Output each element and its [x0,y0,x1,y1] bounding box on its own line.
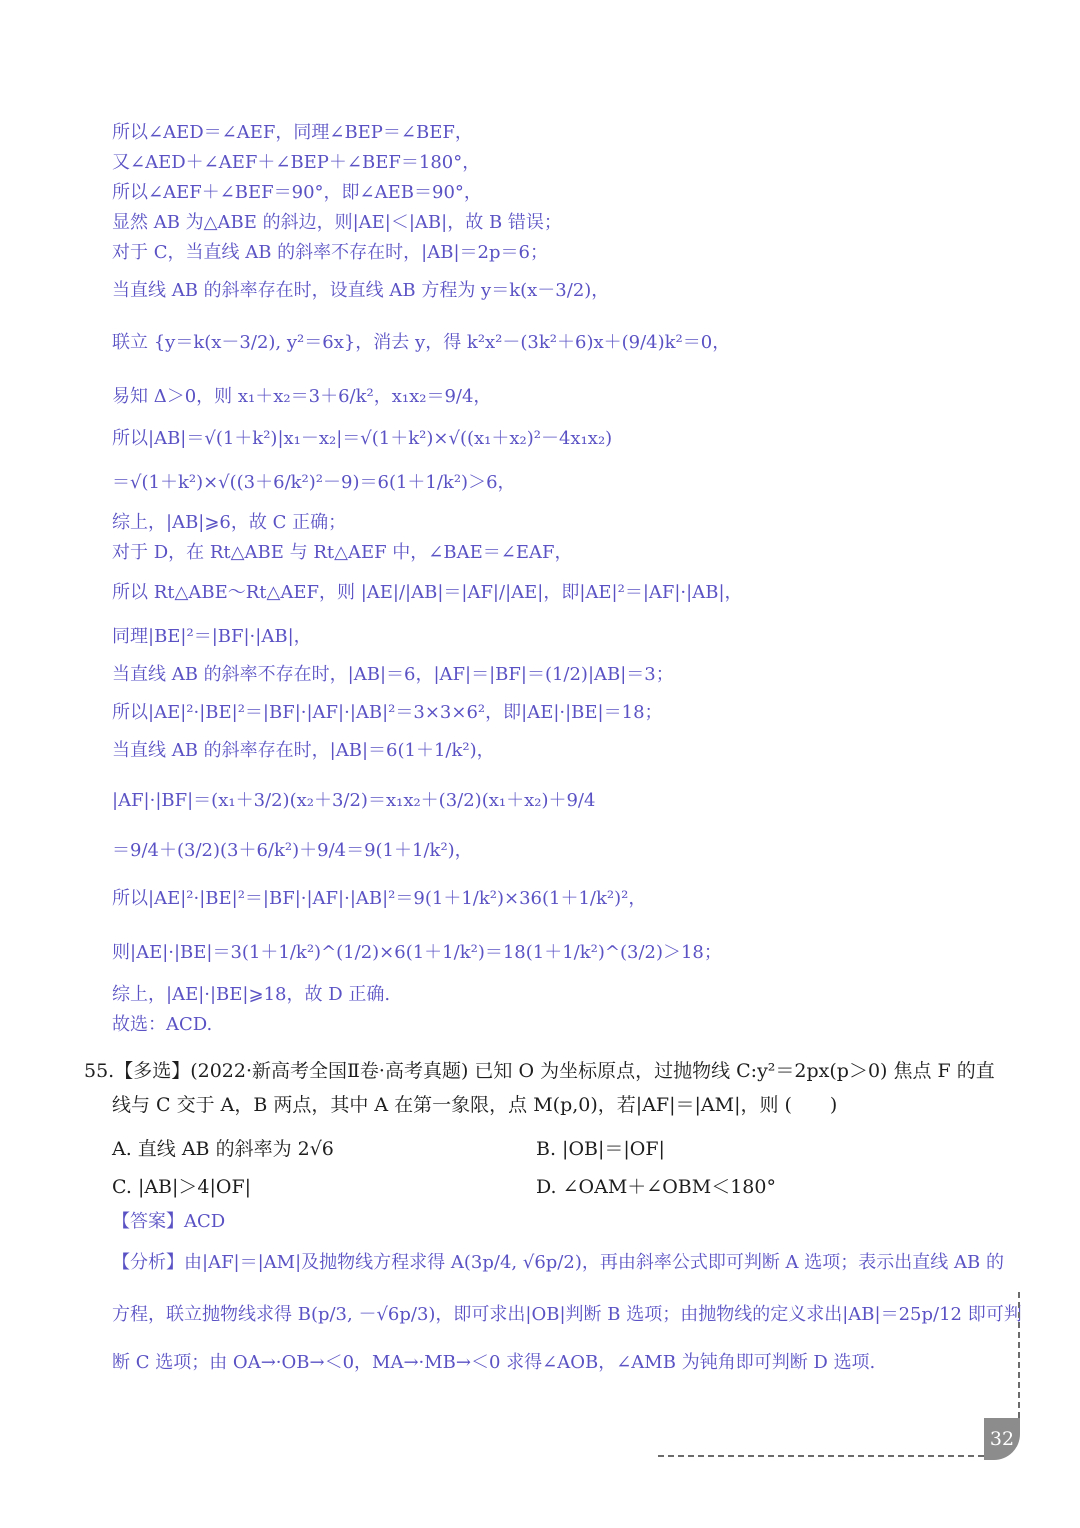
solution-line: 故选：ACD. [112,1014,213,1035]
solution-line: ＝9/4＋(3/2)(3＋6/k²)＋9/4＝9(1＋1/k²)， [112,840,473,861]
solution-line: |AF|·|BF|＝(x₁＋3/2)(x₂＋3/2)＝x₁x₂＋(3/2)(x₁＋x₂)＋9/4 [112,790,596,811]
solution-line: ＝√(1＋k²)×√((3＋6/k²)²－9)＝6(1＋1/k²)＞6， [112,472,516,493]
analysis-line: 断 C 选项；由 OA→·OB→＜0，MA→·MB→＜0 求得∠AOB，∠AMB 为钝角即可判断 D 选项. [112,1352,876,1373]
question-stem-line: 55.【多选】(2022·新高考全国Ⅱ卷·高考真题) 已知 O 为坐标原点，过抛物线 C:y²＝2px(p＞0) 焦点 F 的直 [84,1060,995,1082]
analysis-line: 【分析】由|AF|＝|AM|及抛物线方程求得 A(3p/4, √6p/2)，再由斜率公式即可判断 A 选项；表示出直线 AB 的 [112,1252,1004,1273]
solution-line: 所以|AE|²·|BE|²＝|BF|·|AF|·|AB|²＝3×3×6²，即|AE|·|BE|＝18； [112,702,663,723]
answer-analysis-block [112,1208,1022,1386]
question-stem-line: 线与 C 交于 A，B 两点，其中 A 在第一象限，点 M(p,0)，若|AF|＝|AM|，则 ( ) [112,1094,838,1116]
solution-line: 联立 {y＝k(x－3/2), y²＝6x}，消去 y，得 k²x²－(3k²＋6)x＋(9/4)k²＝0， [112,332,731,353]
solution-line: 当直线 AB 的斜率存在时，|AB|＝6(1＋1/k²)， [112,740,495,761]
answer-label: 【答案】ACD [112,1211,226,1232]
option-b: B. |OB|＝|OF| [536,1138,665,1160]
answer-options [112,1130,992,1206]
solution-line: 所以∠AEF＋∠BEF＝90°，即∠AEB＝90°， [112,182,482,203]
solution-line: 所以 Rt△ABE～Rt△AEF，则 |AE|/|AB|＝|AF|/|AE|，即|AE|²＝|AF|·|AB|， [112,582,743,603]
solution-line: 所以∠AED＝∠AEF，同理∠BEP＝∠BEF， [112,122,473,143]
page-number: 32 [984,1418,1020,1460]
solution-line: 显然 AB 为△ABE 的斜边，则|AE|＜|AB|，故 B 错误； [112,212,562,233]
solution-line: 当直线 AB 的斜率存在时，设直线 AB 方程为 y＝k(x－3/2)， [112,280,610,301]
solution-line: 综上，|AE|·|BE|⩾18，故 D 正确. [112,984,391,1005]
solution-line: 所以|AB|＝√(1＋k²)|x₁－x₂|＝√(1＋k²)×√((x₁＋x₂)²－4x₁x₂) [112,428,613,449]
option-a: A. 直线 AB 的斜率为 2√6 [112,1138,334,1160]
solution-line: 综上，|AB|⩾6，故 C 正确； [112,512,347,533]
solution-line: 则|AE|·|BE|＝3(1＋1/k²)^(1/2)×6(1＋1/k²)＝18(1＋1/k²)^(3/2)＞18； [112,942,722,963]
solution-line: 对于 D，在 Rt△ABE 与 Rt△AEF 中，∠BAE＝∠EAF， [112,542,573,563]
solution-line: 当直线 AB 的斜率不存在时，|AB|＝6，|AF|＝|BF|＝(1/2)|AB|＝3； [112,664,674,685]
option-d: D. ∠OAM＋∠OBM＜180° [536,1176,776,1198]
page-bottom-dashed-border [658,1455,984,1457]
analysis-line: 方程，联立抛物线求得 B(p/3, －√6p/3)，即可求出|OB|判断 B 选项；由抛物线的定义求出|AB|＝25p/12 即可判 [112,1304,1022,1325]
question-55 [84,1054,1014,1122]
solution-line: 易知 Δ＞0，则 x₁＋x₂＝3＋6/k²，x₁x₂＝9/4， [112,386,492,407]
option-c: C. |AB|＞4|OF| [112,1176,252,1198]
solution-line: 又∠AED＋∠AEF＋∠BEP＋∠BEF＝180°， [112,152,481,173]
page-corner-dashed-border [1018,1292,1020,1418]
solution-line: 对于 C，当直线 AB 的斜率不存在时，|AB|＝2p＝6； [112,242,548,263]
solution-line: 同理|BE|²＝|BF|·|AB|， [112,626,312,647]
solution-line: 所以|AE|²·|BE|²＝|BF|·|AF|·|AB|²＝9(1＋1/k²)×36(1＋1/k²)²， [112,888,647,909]
